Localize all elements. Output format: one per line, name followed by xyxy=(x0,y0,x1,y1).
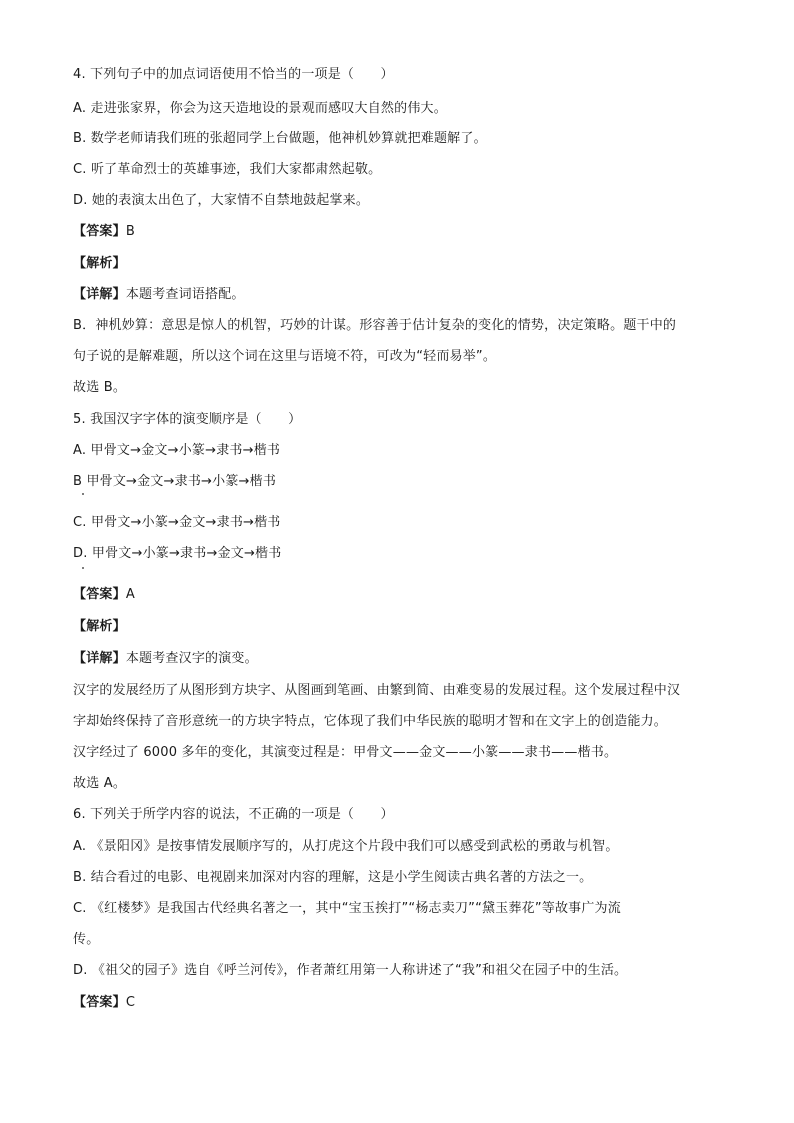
question-4-detail xyxy=(73,287,245,303)
question-5-conclusion: 故选 A。 xyxy=(73,776,127,791)
question-4-option-a: A. 走进张家界，你会为这天造地设的景观而感叹大自然的伟大。 xyxy=(73,101,447,116)
stray-dot-mark xyxy=(82,567,84,569)
question-5-option-c: C. 甲骨文→小篆→金文→隶书→楷书 xyxy=(73,515,281,530)
question-5-explanation-line-3: 汉字经过了 6000 多年的变化，其演变过程是：甲骨文——金文——小篆——隶书——楷书。 xyxy=(73,745,618,760)
answer-value: B xyxy=(125,224,135,239)
answer-tag: 【答案】 xyxy=(73,224,126,239)
question-5-detail xyxy=(73,651,258,667)
question-4-conclusion: 故选 B。 xyxy=(73,380,127,395)
question-6-option-c: C. 《红楼梦》是我国古代经典名著之一，其中“宝玉挨打”“杨志卖刀”“黛玉葬花”等故事广为流 xyxy=(73,901,621,916)
question-4-answer xyxy=(73,224,135,240)
question-6-option-b: B. 结合看过的电影、电视剧来加深对内容的理解，这是小学生阅读古典名著的方法之一。 xyxy=(73,870,593,885)
question-5-analysis-tag: 【解析】 xyxy=(73,619,126,634)
question-5-explanation-line-2: 字却始终保持了音形意统一的方块字特点，它体现了我们中华民族的聪明才智和在文字上的创造能力。 xyxy=(73,714,668,729)
answer-value: C xyxy=(125,995,136,1010)
answer-value: A xyxy=(125,587,135,602)
question-5-option-a: A. 甲骨文→金文→小篆→隶书→楷书 xyxy=(73,443,281,458)
question-4-stem: 4. 下列句子中的加点词语使用不恰当的一项是（ ） xyxy=(73,67,394,82)
question-5-answer xyxy=(73,587,135,603)
question-5-stem: 5. 我国汉字字体的演变顺序是（ ） xyxy=(73,412,302,427)
question-6-stem: 6. 下列关于所学内容的说法，不正确的一项是（ ） xyxy=(73,807,394,822)
question-4-option-c: C. 听了革命烈士的英雄事迹，我们大家都肃然起敬。 xyxy=(73,162,382,177)
question-6-option-d: D. 《祖父的园子》选自《呼兰河传》，作者萧红用第一人称讲述了“我”和祖父在园子中的生活。 xyxy=(73,963,628,978)
answer-tag: 【答案】 xyxy=(73,995,126,1010)
question-4-option-b: B. 数学老师请我们班的张超同学上台做题，他神机妙算就把难题解了。 xyxy=(73,131,487,146)
question-6-option-a: A. 《景阳冈》是按事情发展顺序写的，从打虎这个片段中我们可以感受到武松的勇敢与机智。 xyxy=(73,839,619,854)
question-5-option-d: D. 甲骨文→小篆→隶书→金文→楷书 xyxy=(73,546,282,561)
detail-text: 本题考查汉字的演变。 xyxy=(125,651,258,666)
stray-dot-mark xyxy=(82,493,84,495)
detail-tag: 【详解】 xyxy=(73,287,126,302)
detail-text: 本题考查词语搭配。 xyxy=(125,287,245,302)
question-5-option-b: B 甲骨文→金文→隶书→小篆→楷书 xyxy=(73,474,277,489)
answer-tag: 【答案】 xyxy=(73,587,126,602)
detail-tag: 【详解】 xyxy=(73,651,126,666)
question-4-analysis-tag: 【解析】 xyxy=(73,256,126,271)
question-4-option-d: D. 她的表演太出色了，大家情不自禁地鼓起掌来。 xyxy=(73,193,370,208)
question-5-explanation-line-1: 汉字的发展经历了从图形到方块字、从图画到笔画、由繁到简、由难变易的发展过程。这个发展过程中汉 xyxy=(73,683,681,698)
question-4-explanation-line-1: B．神机妙算：意思是惊人的机智，巧妙的计谋。形容善于估计复杂的变化的情势，决定策略。题干中的 xyxy=(73,318,677,333)
question-6-answer xyxy=(73,995,135,1011)
question-6-option-c-continued: 传。 xyxy=(73,932,100,947)
question-4-explanation-line-2: 句子说的是解难题，所以这个词在这里与语境不符，可改为“轻而易举”。 xyxy=(73,349,497,364)
